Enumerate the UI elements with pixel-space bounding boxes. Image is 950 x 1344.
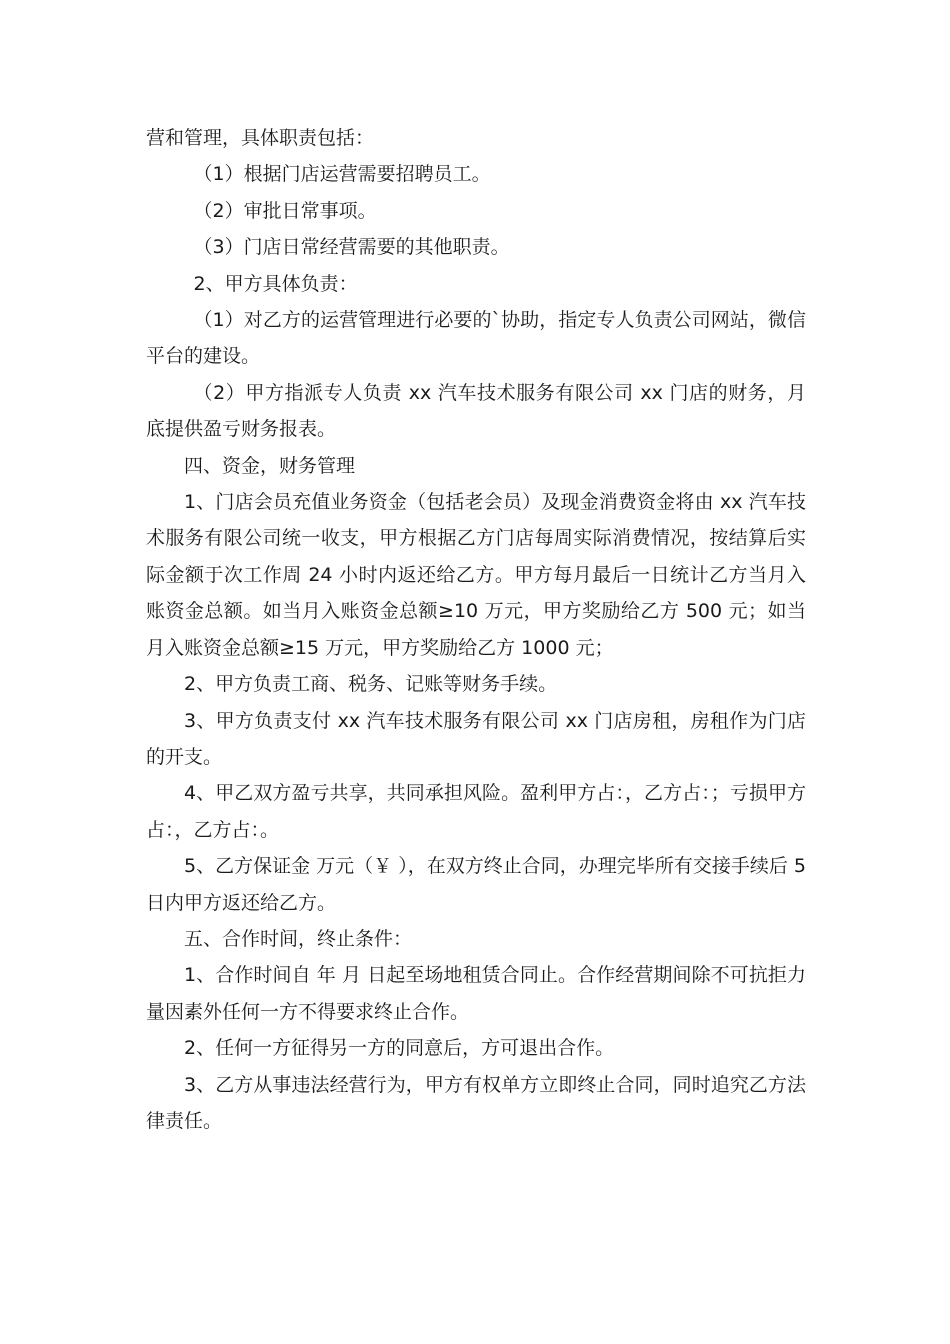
paragraph-funds-clause: 1、门店会员充值业务资金（包括老会员）及现金消费资金将由 xx 汽车技术服务有限公司统一收支，甲方根据乙方门店每周实际消费情况，按结算后实际金额于次工作周 24 小时内返还给乙方。甲方每月最后一日统计乙方当月入账资金总额。如当月入账资金总额≥10 万元，甲方奖励给乙方 500 元；如当月入账资金总额≥15 万元，甲方奖励给乙方 1000 元； [146,491,806,659]
paragraph-termination-clause: 3、乙方从事违法经营行为，甲方有权单方立即终止合同，同时追究乙方法律责任。 [146,1073,806,1132]
paragraph-deposit-clause: 5、乙方保证金 万元（￥ ），在双方终止合同，办理完毕所有交接手续后 5 日内甲方返还给乙方。 [146,855,806,914]
section-heading-term: 五、合作时间，终止条件： [184,927,413,950]
paragraph-party-a-responsibilities: 2、甲方具体负责： [193,272,358,295]
paragraph-duty-other: （3）门店日常经营需要的其他职责。 [193,236,510,259]
paragraph-rent-clause: 3、甲方负责支付 xx 汽车技术服务有限公司 xx 门店房租，房租作为门店的开支。 [146,709,806,768]
paragraph-duty-hire: （1）根据门店运营需要招聘员工。 [193,163,491,186]
section-heading-finance: 四、资金，财务管理 [184,454,356,477]
paragraph-withdrawal-clause: 2、任何一方征得另一方的同意后，方可退出合作。 [184,1037,615,1060]
document-body [146,120,806,1139]
paragraph-procedures-clause: 2、甲方负责工商、税务、记账等财务手续。 [184,673,558,696]
paragraph-duty-approve: （2）审批日常事项。 [193,199,377,222]
paragraph-duties-continued: 营和管理，具体职责包括： [146,127,375,149]
paragraph-profit-share-clause: 4、甲乙双方盈亏共享，共同承担风险。盈利甲方占：，乙方占：；亏损甲方占：，乙方占：。 [146,782,806,841]
paragraph-party-a-finance: （2）甲方指派专人负责 xx 汽车技术服务有限公司 xx 门店的财务，月底提供盈亏财务报表。 [146,381,806,441]
paragraph-term-clause: 1、合作时间自 年 月 日起至场地租赁合同止。合作经营期间除不可抗拒力量因素外任何一方不得要求终止合作。 [146,964,806,1023]
paragraph-party-a-assist: （1）对乙方的运营管理进行必要的`协助，指定专人负责公司网站，微信平台的建设。 [146,309,806,368]
